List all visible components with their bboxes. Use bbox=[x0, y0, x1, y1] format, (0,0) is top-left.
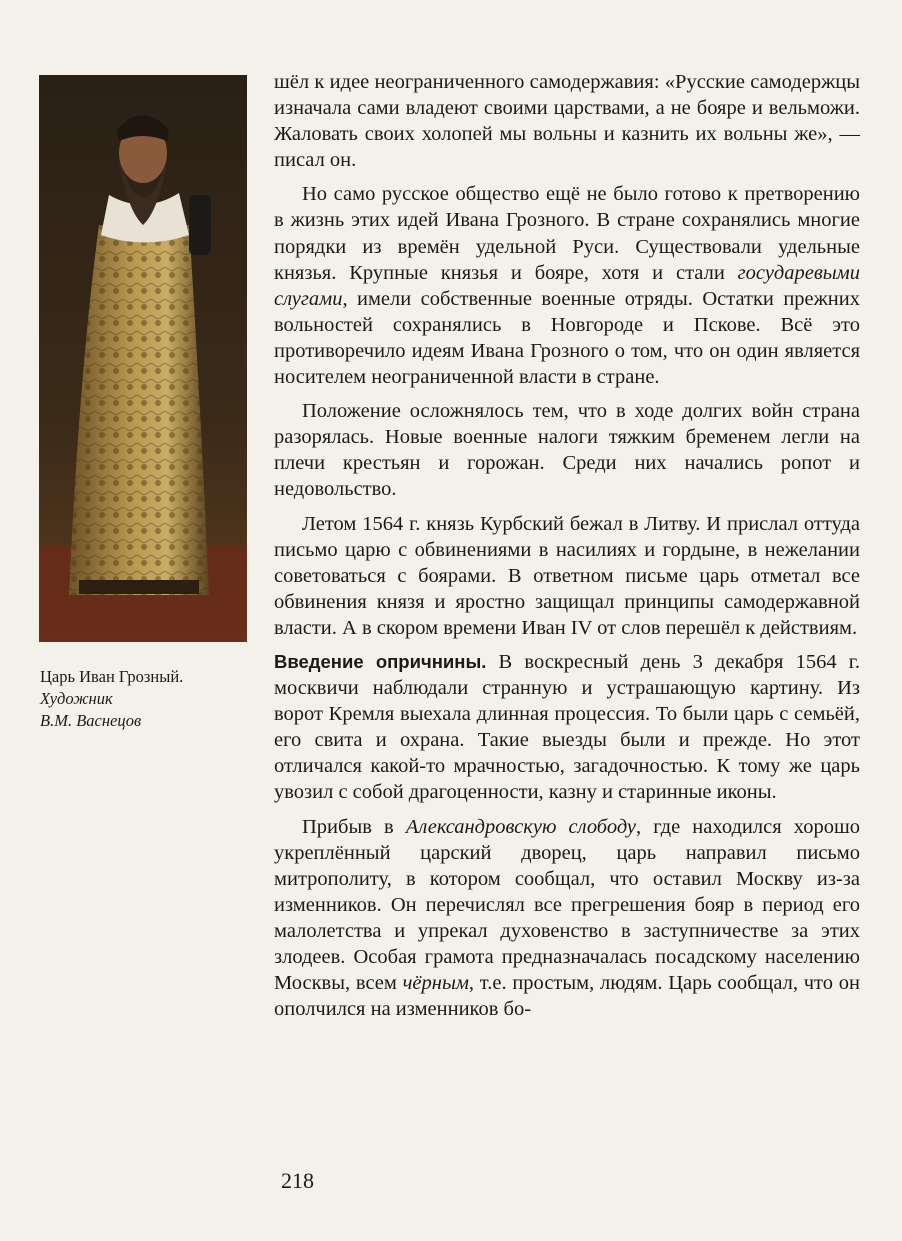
caption-title: Царь Иван Грозный. bbox=[40, 667, 184, 686]
figure-caption bbox=[40, 666, 255, 732]
caption-artist-label: Художник bbox=[40, 689, 113, 708]
section-heading: Введение опричнины. bbox=[274, 650, 487, 672]
paragraph: Но само русское общество ещё не было готово к претворению в жизнь этих идей Ивана Грозного. В стране сохранялись многие порядки из времён удельной Руси. Существовали удельные князья. Крупные князья и бояре, хотя и стали государевыми слугами, имели собственные военные отряды. Остатки прежних вольностей сохранялись в Новгороде и Пскове. Всё это противоречило идеям Ивана Грозного о том, что он один является носителем неограниченной власти в стране. bbox=[274, 183, 860, 389]
caption-artist-name: В.М. Васнецов bbox=[40, 711, 142, 730]
paragraph: Положение осложнялось тем, что в ходе долгих войн страна разорялась. Новые военные налоги тяжким бременем легли на плечи крестьян и горожан. Среди них начались ропот и недовольство. bbox=[274, 400, 860, 501]
paragraph: шёл к идее неограниченного самодержавия: «Русские самодержцы изначала сами владеют своими царствами, а не бояре и вельможи. Жаловать своих холопей мы вольны и казнить их вольны же», — писал он. bbox=[274, 71, 860, 172]
term-black-people: чёрным bbox=[402, 972, 469, 995]
paragraph: Прибыв в Александровскую слободу, где находился хорошо укреплённый царский дворец, царь направил письмо митрополиту, в котором сообщал, что оставил Москву из-за изменников. Он перечислял все прегрешения бояр в период его малолетства и упрекал духовенство в заступничестве за этих злодеев. Особая грамота предназначалась посадскому населению Москвы, всем чёрным, т.е. простым, людям. Царь сообщал, что он ополчился на изменников бо- bbox=[274, 815, 860, 1021]
paragraph: Летом 1564 г. князь Курбский бежал в Литву. И прислал оттуда письмо царю с обвинениями в насилиях и гордыне, в нежелании советоваться с боярами. В ответном письме царь отметал все обвинения князя и яростно защищал принципы самодержавной власти. А в скором времени Иван IV от слов перешёл к действиям. bbox=[274, 512, 860, 639]
main-text bbox=[274, 69, 860, 1030]
paragraph: Введение опричнины. В воскресный день 3 декабря 1564 г. москвичи наблюдали странную и устрашающую картину. Из ворот Кремля выехала длинная процессия. То были царь с семьёй, его свита и охрана. Такие выезды были и прежде. Но этот отличался какой-то мрачностью, загадочностью. К тому же царь увозил с собой драгоценности, казну и старинные иконы. bbox=[274, 650, 860, 804]
page-number: 218 bbox=[281, 1168, 314, 1193]
term-sovereign-servants: государевыми слугами bbox=[274, 261, 860, 310]
portrait-ivan-the-terrible bbox=[39, 75, 247, 642]
term-aleksandrovskaya-sloboda: Александровскую слободу bbox=[405, 815, 637, 838]
